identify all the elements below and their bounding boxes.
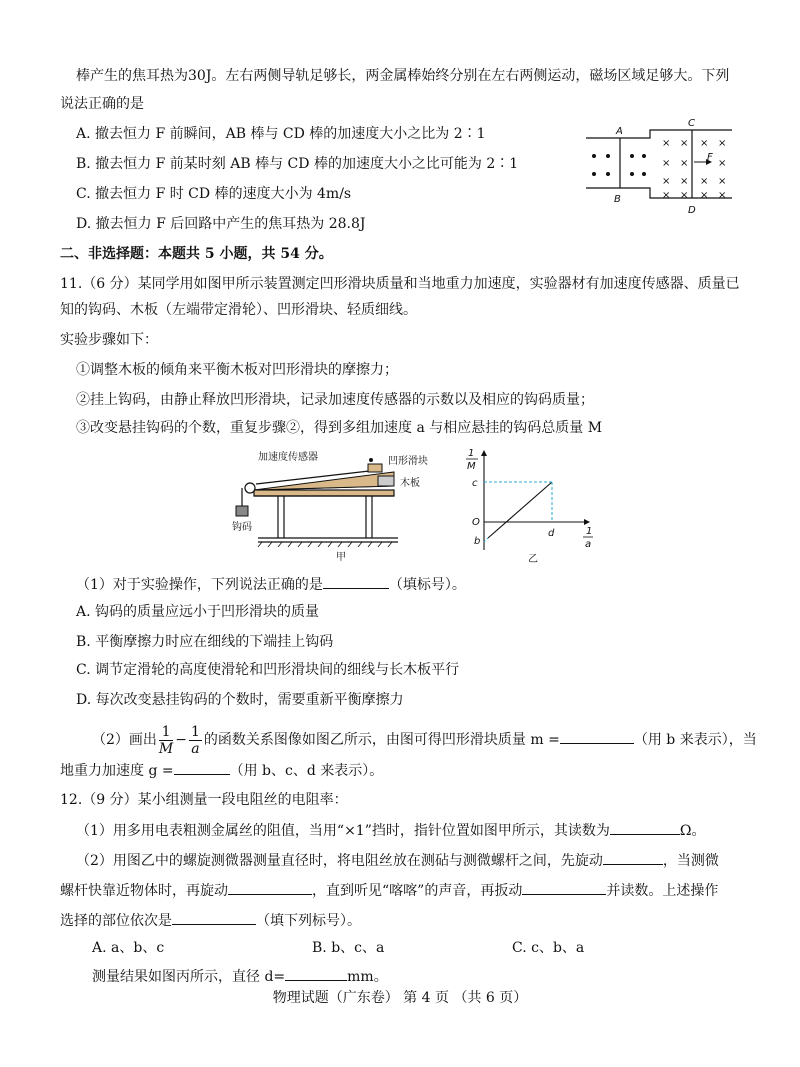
gravity-answer-blank[interactable] [174, 760, 230, 775]
svg-text:×: × [662, 176, 671, 187]
origin-o: O [472, 517, 480, 528]
minus-sign: − [175, 732, 187, 748]
reading-answer-blank[interactable] [610, 820, 680, 835]
tick-d: d [548, 528, 555, 539]
label-b: B [614, 194, 621, 205]
x-axis-num: 1 [586, 526, 593, 537]
q12-part2-e: 并读数。上述操作 [606, 883, 719, 899]
q12-part2-a: （2）用图乙中的螺旋测微器测量直径时，将电阻丝放在测砧与测微螺杆之间，先旋动 [76, 853, 603, 869]
q10-rail-figure [580, 116, 740, 221]
page-footer: 物理试题（广东卷） 第 4 页 （共 6 页） [272, 990, 528, 1006]
q12-part2-line2 [60, 880, 718, 901]
q11-line2: 知的钩码、木板（左端带定滑轮）、凹形滑块、轻质细线。 [60, 302, 417, 318]
q12-part1-text: （1）用多用电表粗测金属丝的阻值，当用“×1”挡时，指针位置如图甲所示，其读数为 [76, 823, 610, 839]
q11-step1: ①调整木板的倾角来平衡木板对凹形滑块的摩擦力； [76, 362, 398, 378]
svg-text:×: × [718, 190, 727, 201]
q11-step3: ③改变悬挂钩码的个数，重复步骤②，得到多组加速度 a 与相应悬挂的钩码总质量 M [76, 420, 603, 436]
sensor-label: 加速度传感器 [258, 452, 318, 463]
q12-option-b: B. b、c、a [312, 940, 385, 956]
q11-steps-title: 实验步骤如下： [60, 332, 158, 348]
q11-option-b: B. 平衡摩擦力时应在细线的下端挂上钩码 [76, 634, 334, 650]
q11-part2-mid: 的函数关系图像如图乙所示，由图可得凹形滑块质量 m = [203, 732, 560, 748]
q12-part2-c: 螺杆快靠近物体时，再旋动 [60, 883, 228, 899]
tick-b: b [474, 536, 481, 547]
board-label: 木板 [400, 478, 420, 489]
q12-part2-b: ，当测微 [662, 853, 719, 869]
order-answer-blank[interactable] [172, 910, 256, 925]
q11-part2-line2 [60, 760, 383, 781]
q12-part2-g: （填下列标号）。 [256, 913, 361, 929]
q11-graph-figure [462, 446, 602, 566]
svg-text:×: × [680, 158, 689, 169]
svg-text:×: × [680, 138, 689, 149]
svg-text:×: × [718, 176, 727, 187]
fig-yi-caption: 乙 [528, 554, 538, 565]
q12-part1-unit: Ω。 [679, 823, 706, 839]
q10-option-c: C. 撤去恒力 F 时 CD 棒的速度大小为 4m/s [76, 186, 352, 202]
svg-text:×: × [718, 158, 727, 169]
label-c: C [688, 118, 695, 129]
q12-part2-d: ，直到听见“喀喀”的声音，再扳动 [312, 883, 523, 899]
knob-blank-3[interactable] [522, 880, 606, 895]
svg-text:×: × [680, 176, 689, 187]
svg-text:×: × [662, 138, 671, 149]
q12-option-c: C. c、b、a [512, 940, 585, 956]
fraction-1-over-m: $\frac{1}{M}$ [158, 723, 174, 757]
q11-part1-text: （1）对于实验操作，下列说法正确的是 [76, 577, 323, 593]
q11-part1 [76, 574, 466, 595]
q10-option-a: A. 撤去恒力 F 前瞬间，AB 棒与 CD 棒的加速度大小之比为 2∶1 [76, 126, 486, 142]
q12-result [92, 966, 388, 987]
q10-option-b: B. 撤去恒力 F 前某时刻 AB 棒与 CD 棒的加速度大小之比可能为 2∶1 [76, 156, 519, 172]
q12-line1: 12.（9 分）某小组测量一段电阻丝的电阻率： [60, 792, 348, 808]
q12-option-a: A. a、b、c [92, 940, 165, 956]
q11-part2 [92, 722, 757, 758]
label-a: A [616, 126, 623, 137]
label-d: D [688, 205, 696, 216]
q11-option-a: A. 钩码的质量应远小于凹形滑块的质量 [76, 604, 320, 620]
q10-line2: 说法正确的是 [60, 96, 144, 112]
diameter-answer-blank[interactable] [285, 966, 347, 981]
q11-option-c: C. 调节定滑轮的高度使滑轮和凹形滑块间的细线与长木板平行 [76, 662, 460, 678]
svg-text:×: × [680, 190, 689, 201]
q11-part2-head: （2）画出 [92, 732, 157, 748]
q12-result-unit: mm。 [347, 969, 388, 985]
q10-option-d: D. 撤去恒力 F 后回路中产生的焦耳热为 28.8J [76, 216, 366, 232]
x-axis-den: a [585, 539, 592, 550]
knob-blank-2[interactable] [228, 880, 312, 895]
q11-part1-tail: （填标号）。 [388, 577, 466, 593]
q10-line1: 棒产生的焦耳热为30J。左右两侧导轨足够长，两金属棒始终分别在左右两侧运动，磁场区域足够大。下列 [76, 68, 730, 84]
section-heading: 二、非选择题：本题共 5 小题，共 54 分。 [60, 246, 333, 262]
label-f: F [707, 152, 713, 163]
svg-text:×: × [700, 176, 709, 187]
y-axis-num: 1 [468, 448, 475, 459]
tick-c: c [472, 478, 478, 489]
slider-label: 凹形滑块 [388, 456, 428, 467]
svg-text:×: × [718, 138, 727, 149]
svg-text:×: × [700, 190, 709, 201]
y-axis-den: M [467, 461, 476, 472]
q11-part2-line2-head: 地重力加速度 g = [60, 763, 174, 779]
q12-result-text: 测量结果如图丙所示，直径 d= [92, 969, 286, 985]
q12-part2-line1 [76, 850, 719, 871]
weight-label: 钩码 [232, 522, 252, 533]
svg-text:×: × [662, 190, 671, 201]
mass-answer-blank[interactable] [560, 729, 634, 744]
svg-text:×: × [700, 138, 709, 149]
q11-option-d: D. 每次改变悬挂钩码的个数时，需要重新平衡摩擦力 [76, 692, 404, 708]
knob-blank-1[interactable] [603, 850, 663, 865]
fig-jia-caption: 甲 [336, 552, 346, 563]
q12-part2-f: 选择的部位依次是 [60, 913, 172, 929]
q11-apparatus-figure [228, 446, 433, 564]
q11-part2-tail: （用 b 来表示），当 [633, 732, 757, 748]
q11-step2: ②挂上钩码，由静止释放凹形滑块，记录加速度传感器的示数以及相应的钩码质量； [76, 392, 594, 408]
q11-part2-line2-tail: （用 b、c、d 来表示）。 [229, 763, 384, 779]
q12-part1 [76, 820, 705, 841]
svg-text:×: × [662, 158, 671, 169]
q11-line1: 11.（6 分）某同学用如图甲所示装置测定凹形滑块质量和当地重力加速度，实验器材有加速度传感器、质量已 [60, 276, 740, 292]
answer-blank[interactable] [323, 574, 389, 589]
fraction-1-over-a: $\frac{1}{a}$ [191, 723, 200, 757]
q12-part2-line3 [60, 910, 361, 931]
